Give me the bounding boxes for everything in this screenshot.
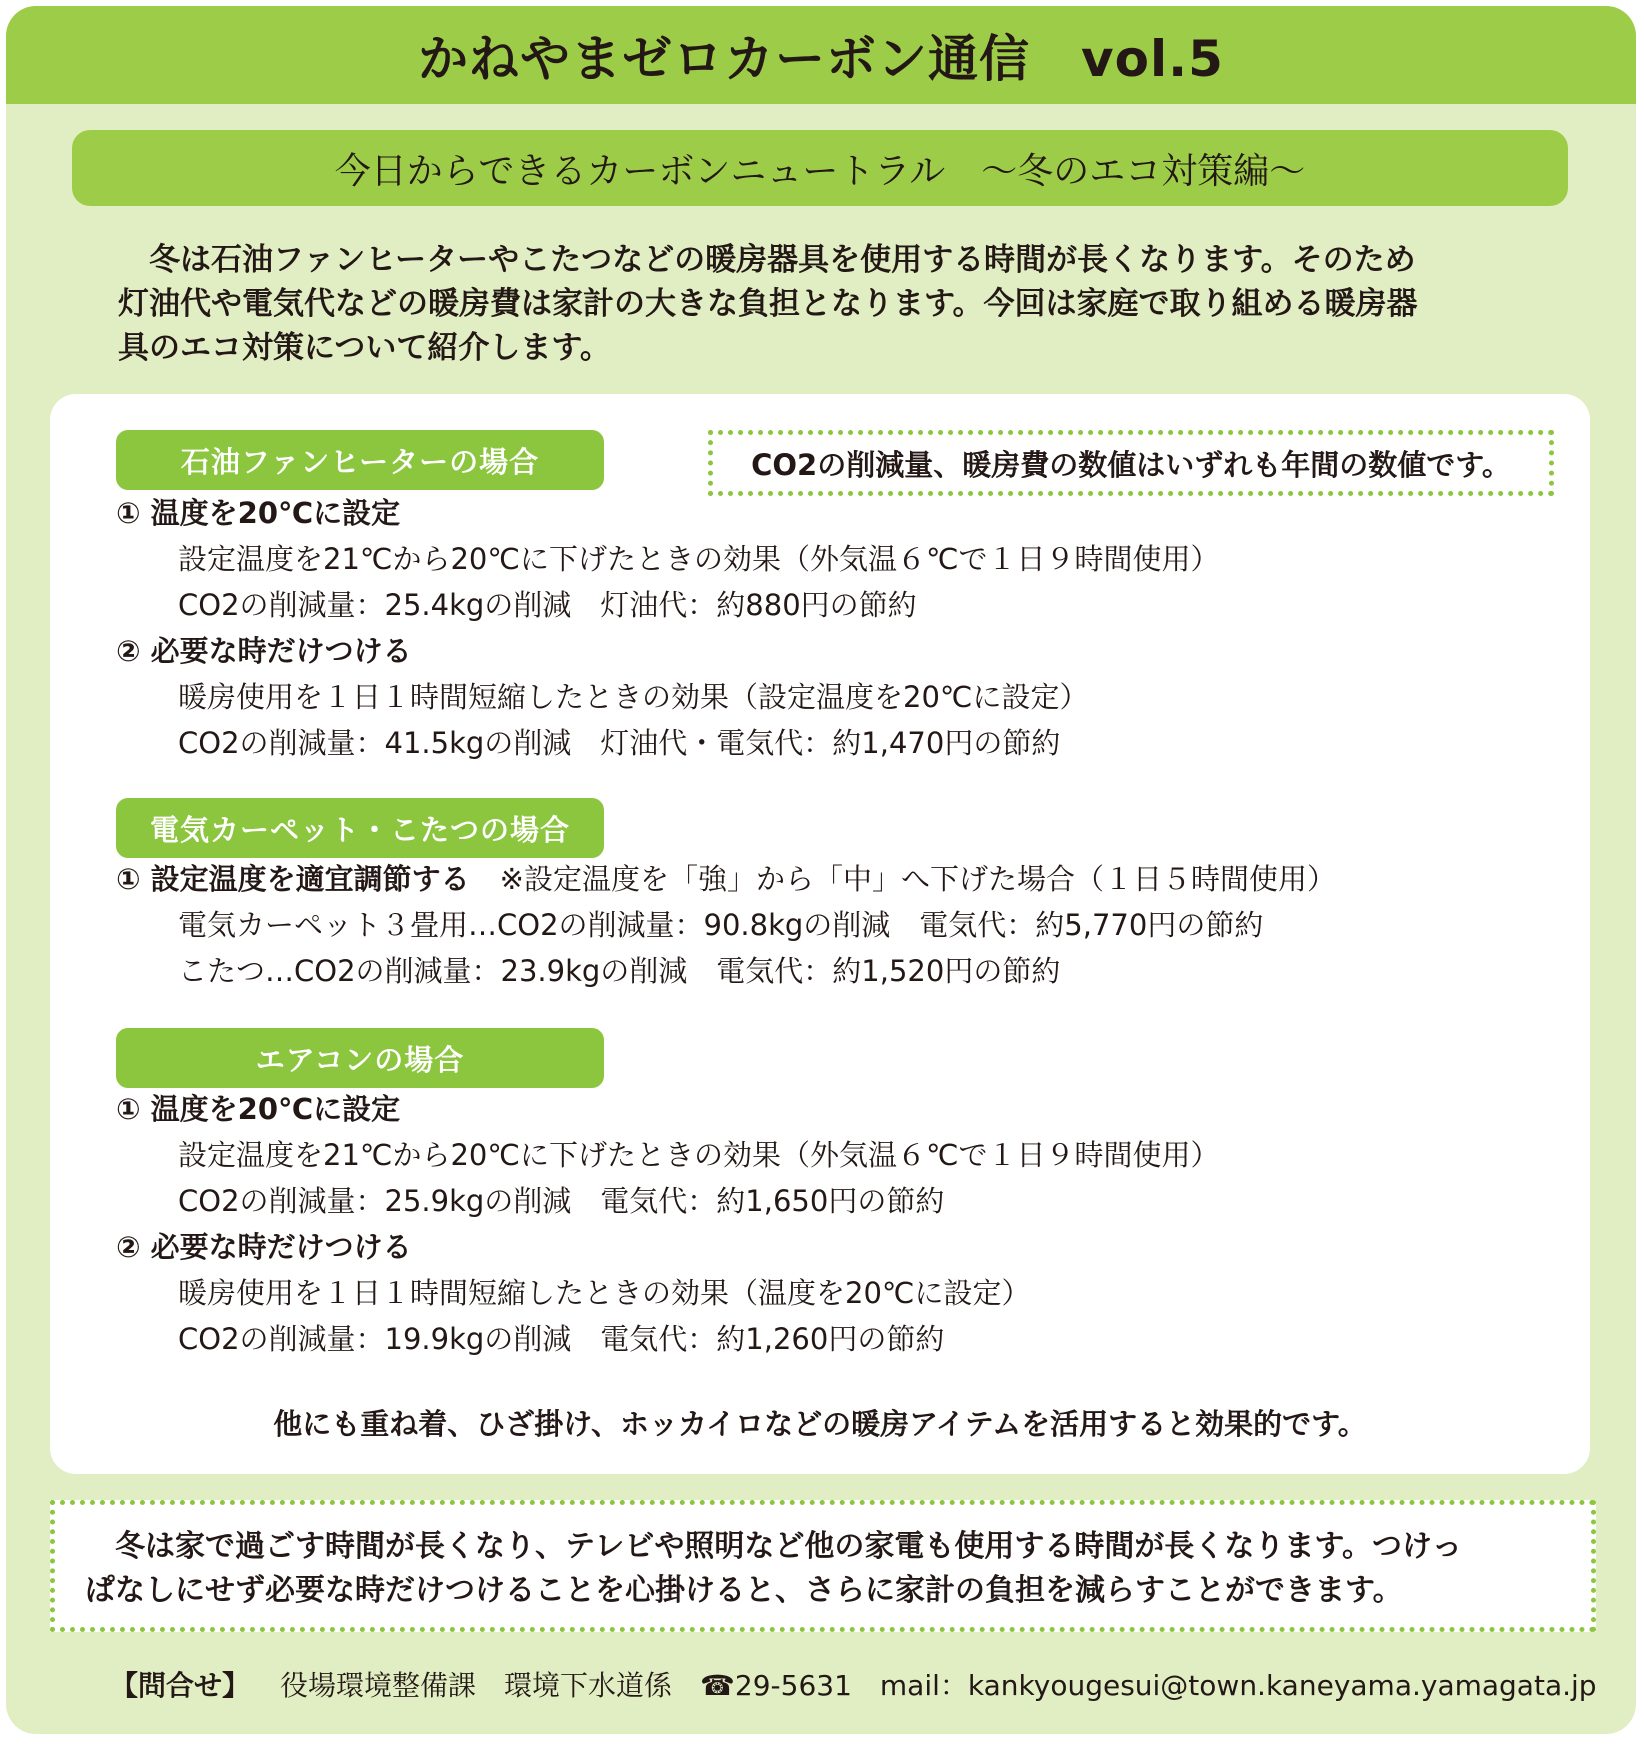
- bottom-note-line: 冬は家で過ごす時間が長くなり、テレビや照明など他の家電も使用する時間が長くなります。つけっ: [85, 1529, 1462, 1564]
- intro-line: 具のエコ対策について紹介します。: [118, 330, 611, 366]
- item-heading: ① 設定温度を適宜調節する: [116, 862, 470, 896]
- item-line: CO2の削減量：25.9kgの削減 電気代：約1,650円の節約: [178, 1184, 945, 1218]
- kerosene-heater-items: [116, 490, 1566, 766]
- annual-values-note: [708, 430, 1554, 496]
- item-heading: ① 温度を20℃に設定: [116, 1092, 401, 1126]
- item-line: CO2の削減量：41.5kgの削減 灯油代・電気代：約1,470円の節約: [178, 726, 1061, 760]
- item-heading-row: [116, 856, 1566, 902]
- intro-line: 冬は石油ファンヒーターやこたつなどの暖房器具を使用する時間が長くなります。そのため: [118, 242, 1416, 278]
- page-title: かねやまゼロカーボン通信 vol.5: [418, 30, 1224, 88]
- contact-label: 【問合せ】: [110, 1669, 251, 1702]
- item-heading: ② 必要な時だけつける: [116, 1230, 412, 1264]
- item-heading-note: ※設定温度を「強」から「中」へ下げた場合（１日５時間使用）: [499, 862, 1336, 896]
- contact-mail[interactable]: mail：kankyougesui@town.kaneyama.yamagata.jp: [879, 1669, 1597, 1702]
- section-label-air-conditioner: [116, 1028, 604, 1088]
- contact-phone: ☎29-5631: [700, 1669, 852, 1702]
- section-label-text: 石油ファンヒーターの場合: [180, 444, 540, 479]
- bottom-note-box: [50, 1500, 1596, 1632]
- section-label-text: エアコンの場合: [255, 1042, 465, 1077]
- section-label-kerosene-heater: [116, 430, 604, 490]
- page-subtitle: 今日からできるカーボンニュートラル ～冬のエコ対策編～: [334, 150, 1306, 192]
- air-conditioner-items: [116, 1086, 1566, 1362]
- annual-values-note-text: CO2の削減量、暖房費の数値はいずれも年間の数値です。: [751, 447, 1511, 482]
- section-label-electric-carpet-kotatsu: [116, 798, 604, 858]
- contact-info: [110, 1664, 1610, 1704]
- item-line: CO2の削減量：19.9kgの削減 電気代：約1,260円の節約: [178, 1322, 945, 1356]
- item-line: こたつ…CO2の削減量：23.9kgの削減 電気代：約1,520円の節約: [178, 954, 1061, 988]
- intro-line: 灯油代や電気代などの暖房費は家計の大きな負担となります。今回は家庭で取り組める暖房器: [118, 286, 1418, 322]
- bottom-note-line: ぱなしにせず必要な時だけつけることを心掛けると、さらに家計の負担を減らすことができます。: [85, 1573, 1403, 1608]
- subtitle-bar: [72, 130, 1568, 206]
- tips-panel: [50, 394, 1590, 1474]
- section-label-text: 電気カーペット・こたつの場合: [149, 812, 570, 847]
- contact-department: 役場環境整備課 環境下水道係: [280, 1669, 673, 1702]
- carpet-kotatsu-items: [116, 856, 1566, 994]
- item-heading: ① 温度を20℃に設定: [116, 496, 401, 530]
- item-line: 暖房使用を１日１時間短縮したときの効果（温度を20℃に設定）: [178, 1276, 1031, 1310]
- item-line: 設定温度を21℃から20℃に下げたときの効果（外気温６℃で１日９時間使用）: [178, 542, 1220, 576]
- newsletter-page: [6, 6, 1636, 1734]
- item-line: 暖房使用を１日１時間短縮したときの効果（設定温度を20℃に設定）: [178, 680, 1089, 714]
- item-heading: ② 必要な時だけつける: [116, 634, 412, 668]
- item-line: CO2の削減量：25.4kgの削減 灯油代：約880円の節約: [178, 588, 917, 622]
- closing-tip: 他にも重ね着、ひざ掛け、ホッカイロなどの暖房アイテムを活用すると効果的です。: [273, 1407, 1367, 1441]
- title-bar: [6, 6, 1636, 104]
- item-line: 電気カーペット３畳用…CO2の削減量：90.8kgの削減 電気代：約5,770円の節約: [178, 908, 1264, 942]
- item-line: 設定温度を21℃から20℃に下げたときの効果（外気温６℃で１日９時間使用）: [178, 1138, 1220, 1172]
- intro-paragraph: [118, 238, 1558, 370]
